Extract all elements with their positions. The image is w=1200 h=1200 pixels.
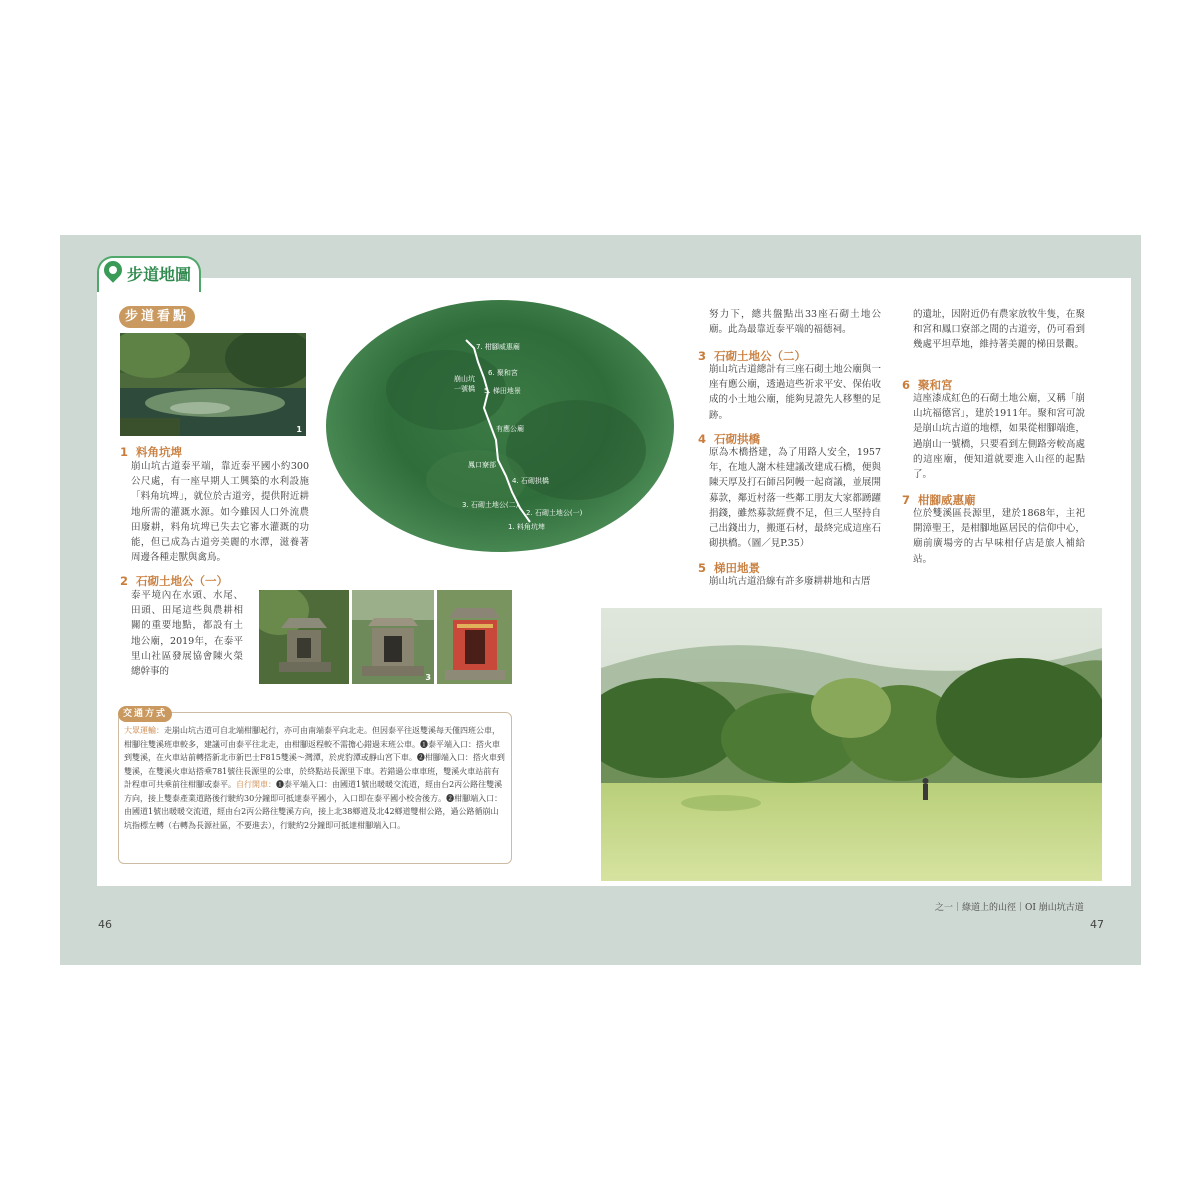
transport-badge: 交通方式: [118, 706, 172, 722]
shrine-photo-3: [437, 590, 512, 684]
map-label: 有應公廟: [496, 425, 524, 433]
map-label: 鳳口寮部: [468, 461, 496, 469]
item-6-text: 這座漆成紅色的石砌土地公廟，又稱「崩山坑福德宮」，建於1911年。聚和宮可說是崩山坑古道的地標，如果從柑腳端進，過崩山一號橋，只要看到左側路旁較高處的這座廟，便知道就要進入山徑的起點了。: [913, 393, 1085, 481]
col3-top-text: 的遺址，因附近仍有農家放牧牛隻，在聚和宮和鳳口寮部之間的古道旁，仍可看到幾處平坦草地，維持著美麗的梯田景觀。: [913, 309, 1085, 351]
shrine-photo-1: [259, 590, 349, 684]
item-7-text: 位於雙溪區長源里，建於1868年，主祀開漳聖王，是柑腳地區居民的信仰中心，廟前廣場旁的古早味柑仔店是旅人補給站。: [913, 508, 1085, 565]
item-3-text: 崩山坑古道總計有三座石砌土地公廟與一座有應公廟，透過這些祈求平安、保佑收成的小土地公廟，能夠見證先人移墾的足跡。: [709, 364, 881, 421]
photo-number: 3: [425, 673, 431, 682]
photo-number: 1: [296, 425, 302, 434]
item-4-heading: 4 石砌拱橋: [698, 432, 761, 446]
map-label: 1. 料角坑埤: [508, 523, 545, 531]
item-3-heading: 3 石砌土地公（二）: [698, 349, 807, 363]
item-5-heading: 5 梯田地景: [698, 561, 761, 575]
map-label: 4. 石砌拱橋: [512, 477, 549, 485]
map-label: 崩山坑一號橋: [454, 375, 475, 393]
item-2-heading: 2 石砌土地公（一）: [120, 574, 229, 588]
right-page-number: 47: [1090, 918, 1104, 931]
section-badge: 步道看點: [119, 306, 195, 328]
shrine-photo-2: [352, 590, 434, 684]
tag-title: 步道地圖: [127, 265, 192, 284]
meadow-photo: [601, 608, 1102, 881]
left-page-number: 46: [98, 918, 112, 931]
item-1-heading: 1 料角坑埤: [120, 445, 183, 459]
map-label: 2. 石砌土地公(一): [526, 509, 583, 517]
trail-map: [326, 300, 674, 552]
map-label: 3. 石砌土地公(二): [462, 501, 519, 509]
item-5-text: 崩山坑古道沿線有許多廢耕耕地和古厝: [709, 576, 871, 587]
item-1-text: 崩山坑古道泰平端，靠近泰平國小約300公尺處，有一座早期人工興築的水利設施「料角坑埤」，就位於古道旁，提供附近耕地所需的灌溉水源。如今雖因人口外流農田廢耕，料角坑埤已失去它審水灌溉的功能，但已成為古道旁美麗的水潭，滋養著周邊各種走獸與禽鳥。: [131, 461, 309, 564]
map-label: 7. 柑腳威惠廟: [476, 343, 520, 351]
stream-photo: [120, 333, 306, 436]
transport-text: 大眾運輸：走崩山坑古道可自北端柑腳起行，亦可由南端泰平向北走。但因泰平往返雙溪每天僅四班公車，柑腳往雙溪班車較多，建議可由泰平往北走，由柑腳返程較不需擔心錯過末班公車。❶泰平端入口：搭火車到雙溪，在火車站前轉搭新北市新巴士F815雙溪～灣潭，於虎豹潭或靜山宮下車。❷柑腳端入口：搭火車到雙溪，在雙溪火車站搭乘781號往長源里的公車，於終點站長源里下車。若錯過公車車班，雙溪火車站前有計程車可共乘前往柑腳或泰平。自行開車：❶泰平端入口：由國道1號出暖暖交流道，經由台2丙公路往雙溪方向，接上雙泰產業道路後行駛約30分鐘即可抵達泰平國小，入口即在泰平國小校舍後方。❷柑腳端入口：由國道1號出暖暖交流道，經由台2丙公路往雙溪方向，接上北38鄉道及北42鄉道雙柑公路，過公路循崩山坑指標左轉（右轉為長源社區，不要進去），行駛約2分鐘即可抵達柑腳端入口。: [124, 726, 505, 830]
item-7-heading: 7 柑腳威惠廟: [902, 493, 976, 507]
item-4-text: 原為木橋搭建，為了用路人安全，1957年，在地人謝木桂建議改建成石橋，便與陳天厚及打石師呂阿幔一起商議，並展開募款，鄰近村落一些鄰工朋友大家都踴躍捐錢，雖然募款經費不足，但三人堅持自己出錢出力，搬運石材，最終完成這座石砌拱橋。（圖／見P.35）: [709, 447, 881, 550]
item-6-heading: 6 聚和宮: [902, 378, 953, 392]
map-label: 6. 聚和宮: [488, 369, 518, 377]
col2-top-text: 努力下，總共盤點出33座石砌土地公廟。此為最靠近泰平端的福德祠。: [709, 309, 881, 336]
item-2-text: 泰平境內在水頭、水尾、田頭、田尾這些與農耕相關的重要地點，都設有土地公廟，2019年，在泰平里山社區發展協會陳火榮總幹事的: [131, 590, 243, 678]
running-title: 之一｜綠道上的山徑｜OI 崩山坑古道: [935, 903, 1084, 913]
map-label: 5. 梯田地景: [484, 387, 521, 395]
